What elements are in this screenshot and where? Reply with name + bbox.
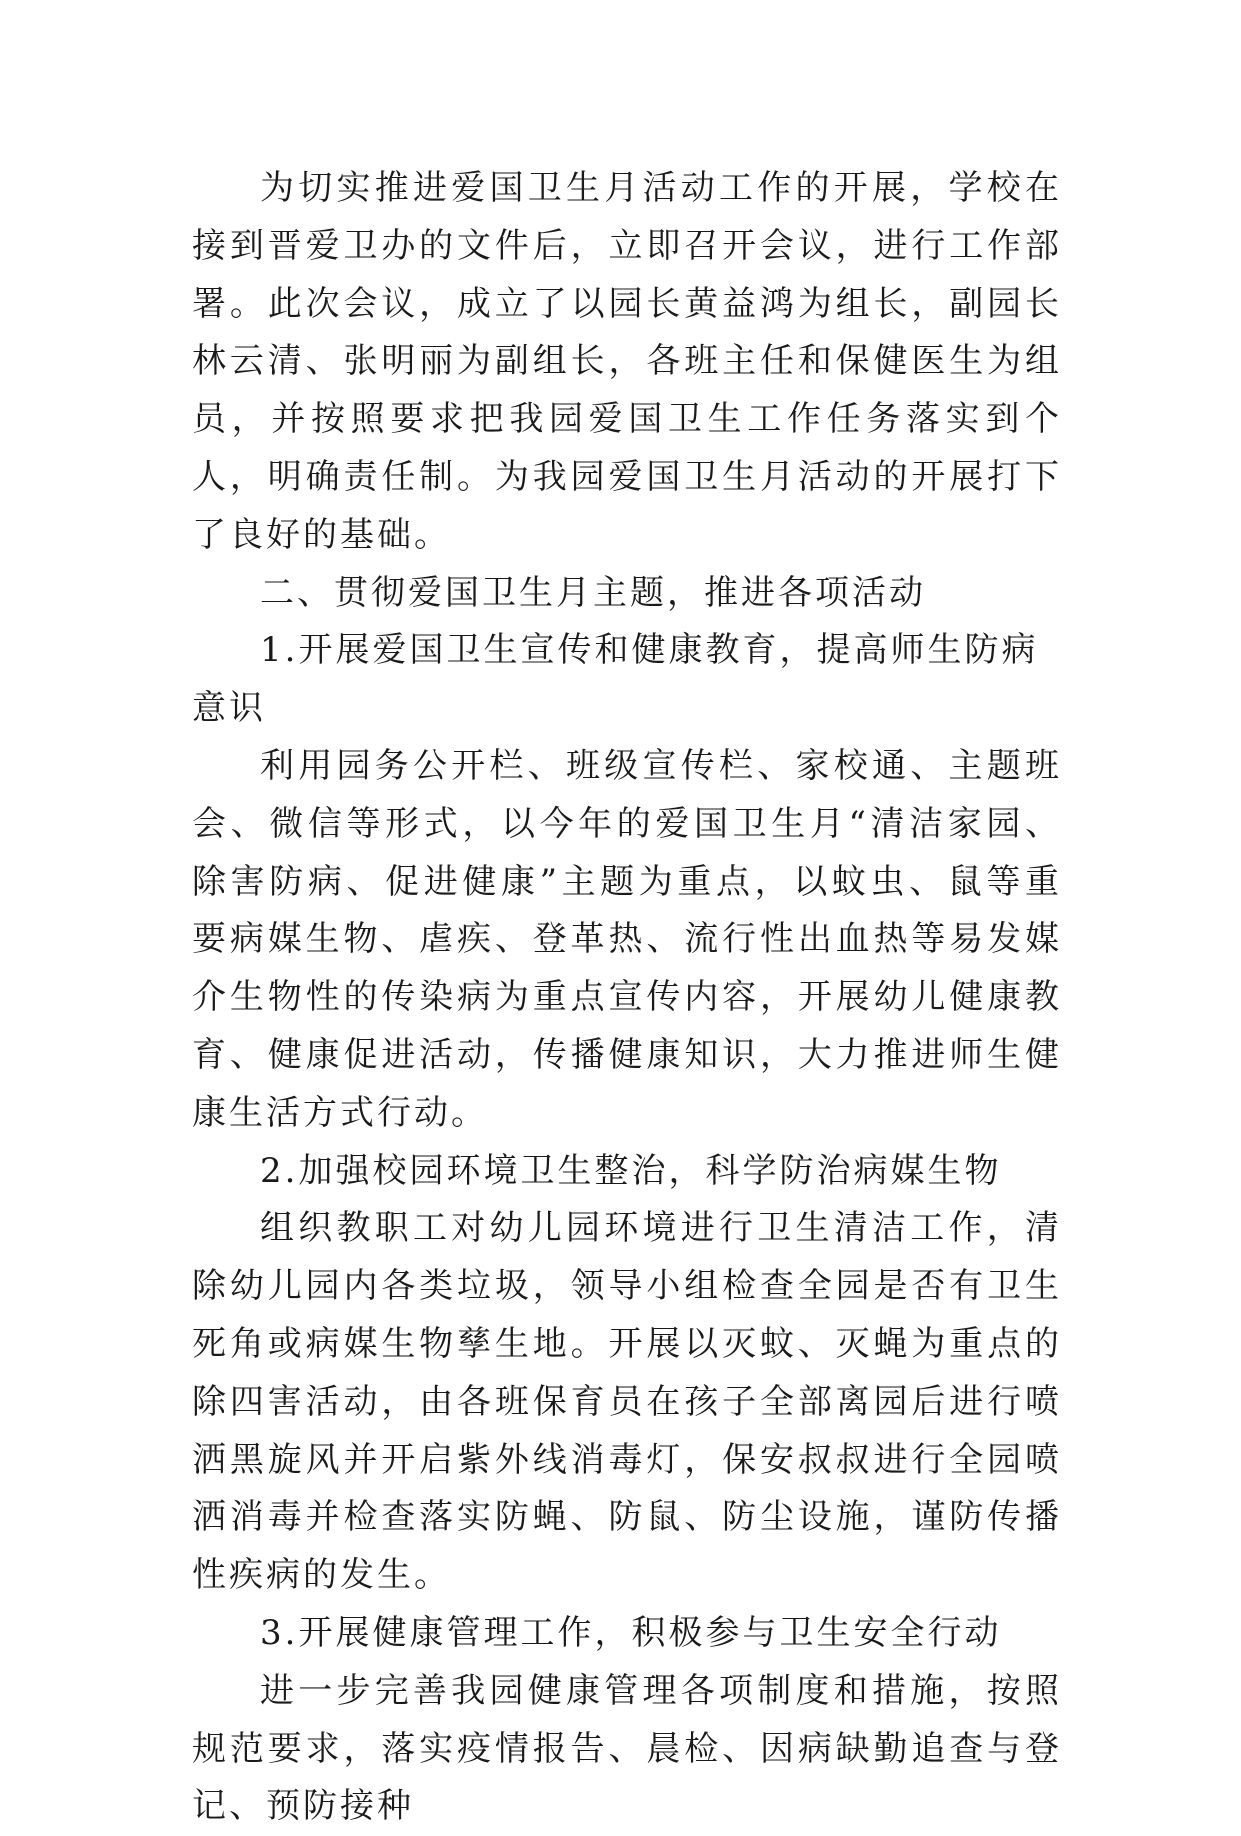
subheading-1: 1.开展爱国卫生宣传和健康教育，提高师生防病意识 — [192, 630, 1039, 729]
paragraph-environment: 组织教职工对幼儿园环境进行卫生清洁工作，清除幼儿园内各类垃圾，领导小组检查全园是否有卫生死角或病媒生物孳生地。开展以灭蚊、灭蝇为重点的除四害活动，由各班保育员在孩子全部离园后进行喷洒黑旋风并开启紫外线消毒灯，保安叔叔进行全园喷洒消毒并检查落实防蝇、防鼠、防尘设施，谨防传播性疾病的发生。 — [192, 1208, 1062, 1596]
section-heading-2: 二、贯彻爱国卫生月主题，推进各项活动 — [260, 572, 926, 613]
paragraph-organization: 为切实推进爱国卫生月活动工作的开展，学校在接到晋爱卫办的文件后，立即召开会议，进行工作部署。此次会议，成立了以园长黄益鸿为组长，副园长林云清、张明丽为副组长，各班主任和保健医生为组员，并按照要求把我园爱国卫生工作任务落实到个人，明确责任制。为我园爱国卫生月活动的开展打下了良好的基础。 — [192, 168, 1062, 555]
document-body — [192, 160, 1062, 1836]
paragraph-publicity: 利用园务公开栏、班级宣传栏、家校通、主题班会、微信等形式，以今年的爱国卫生月“清洁家园、除害防病、促进健康”主题为重点，以蚊虫、鼠等重要病媒生物、虐疾、登革热、流行性出血热等易发媒介生物性的传染病为重点宣传内容，开展幼儿健康教育、健康促进活动，传播健康知识，大力推进师生健康生活方式行动。 — [192, 745, 1062, 1133]
paragraph-health-management: 进一步完善我园健康管理各项制度和措施，按照规范要求，落实疫情报告、晨检、因病缺勤追查与登记、预防接种 — [192, 1670, 1062, 1827]
subheading-3: 3.开展健康管理工作，积极参与卫生安全行动 — [260, 1612, 1002, 1653]
subheading-2: 2.加强校园环境卫生整治，科学防治病媒生物 — [260, 1150, 1002, 1191]
